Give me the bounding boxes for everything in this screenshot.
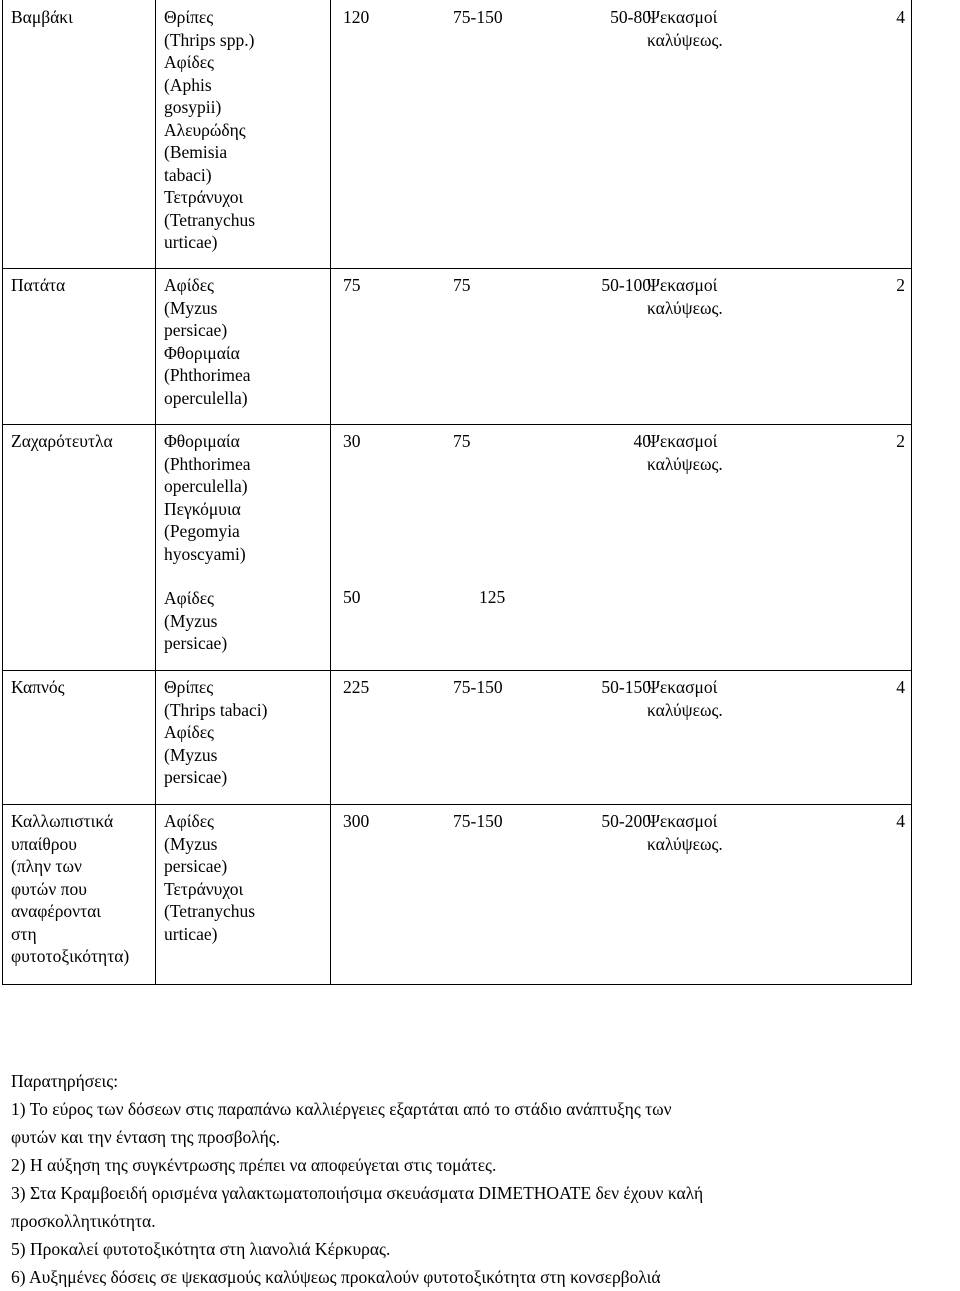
water-volume: 50-200 (601, 811, 651, 831)
dose-value: 225 (343, 677, 370, 697)
note-line: προσκολλητικότητα. (11, 1211, 156, 1231)
values-group (337, 274, 905, 364)
pest-line: Αφίδες (164, 588, 214, 608)
dose-value: 120 (343, 7, 370, 27)
crop-cell (3, 425, 156, 671)
table-row (3, 1, 912, 269)
notes-title: Παρατηρήσεις: (11, 1071, 119, 1091)
crop-name: φυτών που (11, 878, 87, 899)
pest-line: persicae) (164, 856, 228, 876)
pest-line: (Thrips spp.) (164, 29, 255, 50)
application-method (647, 430, 723, 475)
pest-line: operculella) (164, 476, 248, 496)
application-line: καλύψεως. (647, 29, 723, 50)
pest-line: (Myzus (164, 833, 218, 854)
application-line: καλύψεως. (647, 833, 723, 854)
pest-line: tabaci) (164, 164, 212, 185)
note-line: 1) Το εύρος των δόσεων στις παραπάνω καλλιέργειες εξαρτάται από το στάδιο ανάπτυξης των (11, 1099, 672, 1119)
pest-line: hyoscyami) (164, 543, 246, 564)
dose-range: 75 (453, 431, 471, 451)
crop-name: Καπνός (11, 677, 65, 697)
pest-line: (Aphis (164, 74, 212, 95)
pest-cell (156, 1, 331, 269)
values-group (337, 430, 905, 660)
pest-line: persicae) (164, 767, 228, 787)
pest-cell (156, 269, 331, 425)
pest-line: gosypii) (164, 97, 222, 117)
crop-name: Ζαχαρότευτλα (11, 431, 113, 451)
preharvest-interval: 2 (896, 275, 905, 295)
pest-line: (Pegomyia (164, 521, 240, 541)
pest-line: (Myzus (164, 297, 218, 318)
dosage-table (2, 0, 912, 985)
crop-name: φυτοτοξικότητα) (11, 946, 130, 966)
dose-value: 300 (343, 811, 370, 831)
application-line: Ψεκασμοί (647, 275, 718, 295)
pest-cell (156, 425, 331, 671)
crop-name: αναφέρονται (11, 901, 102, 921)
pest-line: Τετράνυχοι (164, 878, 244, 899)
pest-line: urticae) (164, 923, 218, 944)
values-cell (331, 1, 912, 269)
crop-cell (3, 1, 156, 269)
dose-range: 75-150 (453, 811, 503, 831)
pest-line: persicae) (164, 320, 228, 340)
values-group (337, 676, 905, 766)
crop-cell (3, 805, 156, 985)
table-row (3, 269, 912, 425)
pest-line: Φθοριμαία (164, 431, 240, 451)
pest-line: Αφίδες (164, 275, 214, 295)
crop-name: (πλην των (11, 856, 82, 876)
water-volume: 50-150 (601, 677, 651, 697)
notes-section (11, 1067, 951, 1291)
application-line: Ψεκασμοί (647, 677, 718, 697)
pest-line: Τετράνυχοι (164, 187, 244, 207)
pest-line: Πεγκόμυια (164, 498, 241, 519)
dose-value: 75 (343, 275, 361, 295)
pest-cell (156, 671, 331, 805)
pest-line: Θρίπες (164, 7, 214, 27)
table-row (3, 805, 912, 985)
note-line: 2) Η αύξηση της συγκέντρωσης πρέπει να αποφεύγεται στις τομάτες. (11, 1155, 497, 1175)
pest-line: Αλευρώδης (164, 119, 246, 140)
crop-name: Βαμβάκι (11, 7, 73, 27)
preharvest-interval: 4 (896, 811, 905, 831)
crop-cell (3, 269, 156, 425)
water-volume: 50-100 (601, 275, 651, 295)
pest-line: Αφίδες (164, 52, 214, 72)
note-line: 5) Προκαλεί φυτοτοξικότητα στη λιανολιά Κέρκυρας. (11, 1239, 391, 1259)
pest-line: (Tetranychus (164, 209, 256, 230)
application-line: Ψεκασμοί (647, 7, 718, 27)
water-volume: 50-80 (610, 7, 651, 27)
crop-name: Πατάτα (11, 275, 66, 295)
values-cell (331, 269, 912, 425)
pest-cell (156, 805, 331, 985)
pest-line: (Thrips tabaci) (164, 699, 268, 720)
pest-line: operculella) (164, 387, 248, 408)
values-cell (331, 425, 912, 671)
water-volume: 40 (633, 431, 651, 451)
pest-line: (Phthorimea (164, 365, 251, 385)
application-line: καλύψεως. (647, 699, 723, 720)
spacer (164, 565, 322, 587)
pest-line: Αφίδες (164, 722, 214, 742)
values-cell (331, 671, 912, 805)
preharvest-interval: 4 (896, 677, 905, 697)
application-method (647, 810, 723, 855)
dose-range: 75 (453, 275, 471, 295)
dose-range: 75-150 (453, 677, 503, 697)
application-line: καλύψεως. (647, 297, 723, 318)
preharvest-interval: 4 (896, 7, 905, 27)
crop-cell (3, 671, 156, 805)
pest-line: (Myzus (164, 744, 218, 765)
pest-line: Φθοριμαία (164, 342, 240, 363)
table-row (3, 425, 912, 671)
application-line: καλύψεως. (647, 453, 723, 474)
dose-value: 50 (343, 587, 361, 607)
note-line: φυτών και την ένταση της προσβολής. (11, 1127, 281, 1147)
preharvest-interval: 2 (896, 431, 905, 451)
pest-line: (Tetranychus (164, 901, 256, 921)
note-line: 6) Αυξημένες δόσεις σε ψεκασμούς καλύψεως προκαλούν φυτοτοξικότητα στη κονσερβολιά (11, 1267, 661, 1287)
application-method (647, 6, 723, 51)
crop-name: στη (11, 923, 37, 944)
pest-line: (Bemisia (164, 142, 228, 162)
application-line: Ψεκασμοί (647, 431, 718, 451)
dose-range: 75-150 (453, 7, 503, 27)
crop-name: Καλλωπιστικά (11, 811, 114, 831)
table-row (3, 671, 912, 805)
pest-line: Θρίπες (164, 677, 214, 697)
values-cell (331, 805, 912, 985)
note-line: 3) Στα Κραμβοειδή ορισμένα γαλακτωματοποιήσιμα σκευάσματα DIMETHOATE δεν έχουν καλή (11, 1183, 704, 1203)
application-method (647, 676, 723, 721)
pest-line: persicae) (164, 633, 228, 653)
pest-line: Αφίδες (164, 811, 214, 831)
pest-line: (Phthorimea (164, 453, 251, 474)
values-group (337, 6, 905, 96)
pest-line: urticae) (164, 232, 218, 252)
dose-value: 30 (343, 431, 361, 451)
crop-name: υπαίθρου (11, 833, 77, 854)
pest-line: (Myzus (164, 610, 218, 631)
values-group (337, 810, 905, 900)
application-method (647, 274, 723, 319)
dose-range: 125 (479, 587, 506, 607)
application-line: Ψεκασμοί (647, 811, 718, 831)
